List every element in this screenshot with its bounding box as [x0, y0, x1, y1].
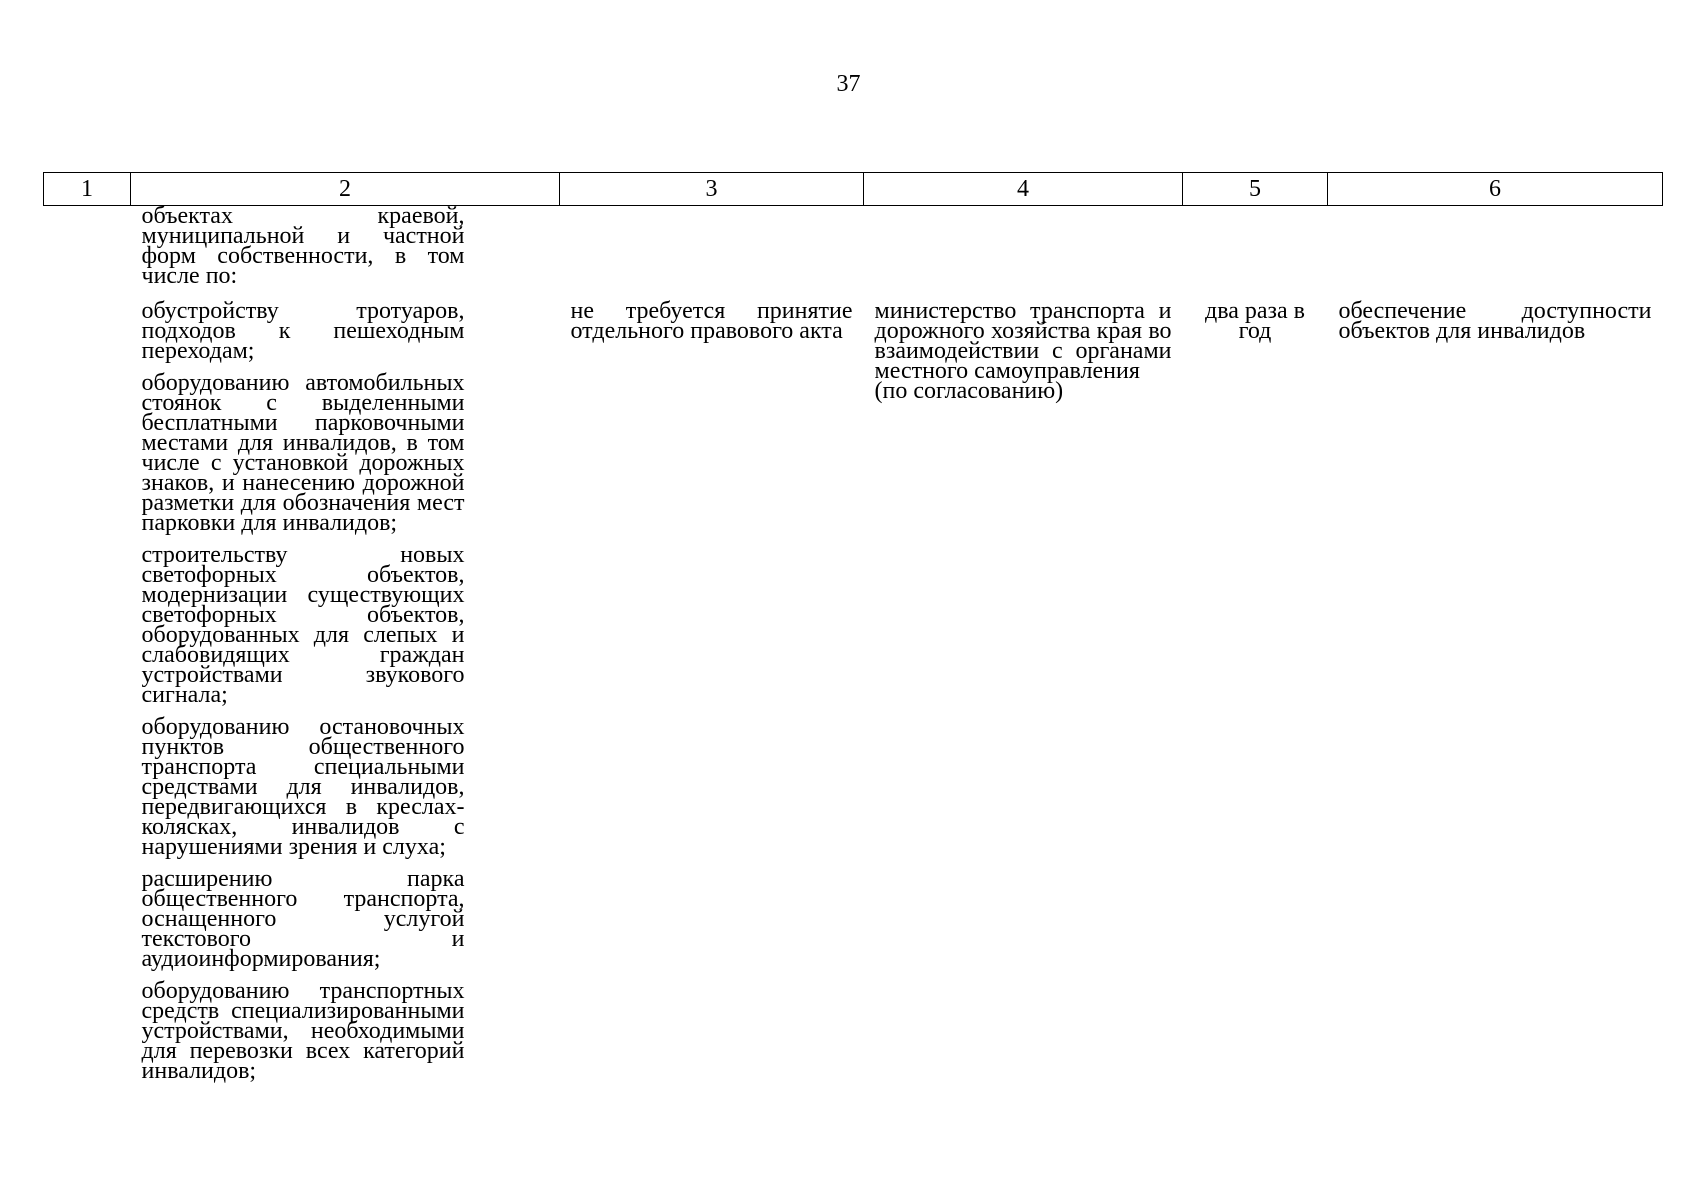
measure-items	[131, 286, 560, 1084]
measure-item: оборудованию транспортных средств специализированными устройствами, необходимыми для перевозки всех категорий инвалидов;	[141, 978, 465, 1084]
executor-main: министерство транспорта и дорожного хозяйства края во взаимодействии с органами местного самоуправления	[874, 298, 1172, 384]
column-header-5: 5	[1183, 173, 1328, 206]
column-header-2: 2	[131, 173, 560, 206]
measure-item: расширению парка общественного транспорта, оснащенного услугой текстового и аудиоинформирования;	[141, 866, 465, 972]
column-header-1: 1	[44, 173, 131, 206]
column-header-6: 6	[1328, 173, 1663, 206]
deadline-cell: два раза в год	[1205, 298, 1305, 344]
continuation-text: объектах краевой, муниципальной и частной форм собственности, в том числе по:	[141, 203, 465, 289]
executor-note: (по согласованию)	[874, 378, 1064, 404]
column-header-3: 3	[560, 173, 864, 206]
page-number: 37	[836, 71, 861, 97]
legal-act-cell: не требуется принятие отдельного правового акта	[570, 298, 853, 344]
measure-item: оборудованию автомобильных стоянок с выделенными бесплатными парковочными местами для инвалидов, в том числе с установкой дорожных знаков, и нанесению дорожной разметки для обозначения мест парковки для инвалидов;	[141, 370, 465, 536]
measure-item: строительству новых светофорных объектов, модернизации существующих светофорных объектов, оборудованных для слепых и слабовидящих граждан устройствами звукового сигнала;	[141, 542, 465, 708]
result-cell: обеспечение доступности объектов для инвалидов	[1338, 298, 1652, 344]
measures-row	[44, 286, 1663, 1081]
column-header-4: 4	[864, 173, 1183, 206]
cell-number	[44, 206, 131, 287]
measure-item: обустройству тротуаров, подходов к пешеходным переходам;	[141, 298, 465, 364]
measures-table	[43, 172, 1663, 1084]
measure-item: оборудованию остановочных пунктов общественного транспорта специальными средствами для инвалидов, передвигающихся в креслах-колясках, инвалидов с нарушениями зрения и слуха;	[141, 714, 465, 860]
continuation-row	[44, 206, 1663, 287]
column-number-row	[44, 173, 1663, 206]
executor-cell	[864, 286, 1183, 1081]
